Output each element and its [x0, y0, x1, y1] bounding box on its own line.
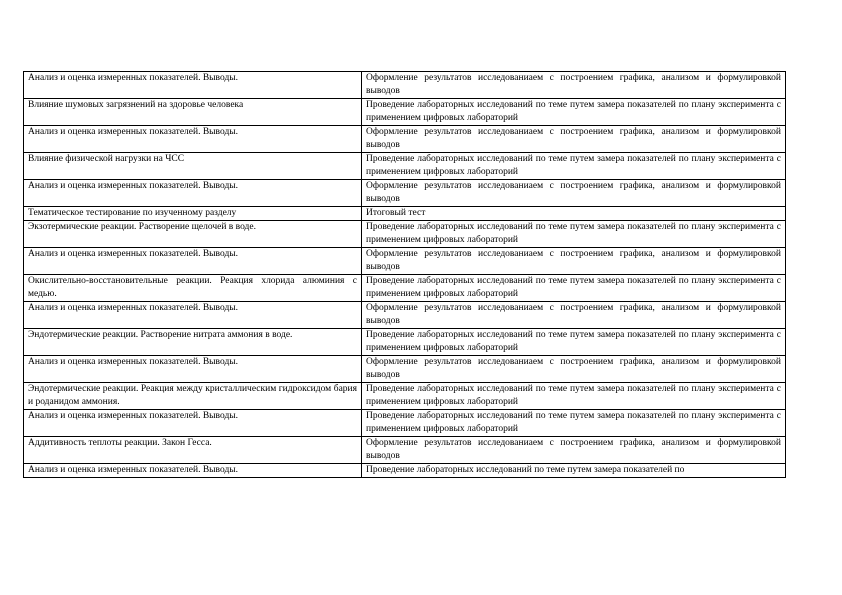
table-row: [24, 99, 786, 126]
table-row: [24, 329, 786, 356]
activity-cell: Проведение лабораторных исследований по теме путем замера показателей по плану эксперимента с применением цифровых лабораторий: [362, 221, 786, 248]
activity-cell: Проведение лабораторных исследований по теме путем замера показателей по плану эксперимента с применением цифровых лабораторий: [362, 99, 786, 126]
topic-cell: Влияние физической нагрузки на ЧСС: [24, 153, 362, 180]
table-row: [24, 275, 786, 302]
table-row: [24, 356, 786, 383]
activity-cell: Проведение лабораторных исследований по теме путем замера показателей по плану эксперимента с применением цифровых лабораторий: [362, 275, 786, 302]
topic-cell: Анализ и оценка измеренных показателей. Выводы.: [24, 302, 362, 329]
topic-cell: Окислительно-восстановительные реакции. Реакция хлорида алюминия с медью.: [24, 275, 362, 302]
table-row: [24, 180, 786, 207]
activity-cell: Проведение лабораторных исследований по теме путем замера показателей по: [362, 464, 786, 478]
table-row: [24, 464, 786, 478]
activity-cell: Проведение лабораторных исследований по теме путем замера показателей по плану эксперимента с применением цифровых лабораторий: [362, 329, 786, 356]
table-row: [24, 221, 786, 248]
activity-cell: Оформление результатов исследованиаем с построением графика, анализом и формулировкой выводов: [362, 126, 786, 153]
activity-cell: Оформление результатов исследованиаем с построением графика, анализом и формулировкой выводов: [362, 302, 786, 329]
activity-cell: Итоговый тест: [362, 207, 786, 221]
table-row: [24, 72, 786, 99]
topic-cell: Эндотермические реакции. Растворение нитрата аммония в воде.: [24, 329, 362, 356]
topic-cell: Влияние шумовых загрязнений на здоровье человека: [24, 99, 362, 126]
table-row: [24, 383, 786, 410]
activity-cell: Проведение лабораторных исследований по теме путем замера показателей по плану эксперимента с применением цифровых лабораторий: [362, 410, 786, 437]
topic-cell: Анализ и оценка измеренных показателей. Выводы.: [24, 72, 362, 99]
topic-cell: Анализ и оценка измеренных показателей. Выводы.: [24, 356, 362, 383]
lesson-plan-table: [23, 71, 786, 478]
table-row: [24, 302, 786, 329]
topic-cell: Анализ и оценка измеренных показателей. Выводы.: [24, 180, 362, 207]
activity-cell: Проведение лабораторных исследований по теме путем замера показателей по плану эксперимента с применением цифровых лабораторий: [362, 383, 786, 410]
table-row: [24, 437, 786, 464]
table-row: [24, 207, 786, 221]
activity-cell: Оформление результатов исследованиаем с построением графика, анализом и формулировкой выводов: [362, 248, 786, 275]
table-row: [24, 126, 786, 153]
topic-cell: Эндотермические реакции. Реакция между кристаллическим гидроксидом бария и роданидом аммония.: [24, 383, 362, 410]
activity-cell: Оформление результатов исследованиаем с построением графика, анализом и формулировкой выводов: [362, 180, 786, 207]
topic-cell: Анализ и оценка измеренных показателей. Выводы.: [24, 126, 362, 153]
table-row: [24, 248, 786, 275]
topic-cell: Экзотермические реакции. Растворение щелочей в воде.: [24, 221, 362, 248]
topic-cell: Анализ и оценка измеренных показателей. Выводы.: [24, 248, 362, 275]
topic-cell: Анализ и оценка измеренных показателей. Выводы.: [24, 410, 362, 437]
table-row: [24, 153, 786, 180]
activity-cell: Оформление результатов исследованиаем с построением графика, анализом и формулировкой выводов: [362, 72, 786, 99]
topic-cell: Анализ и оценка измеренных показателей. Выводы.: [24, 464, 362, 478]
table-row: [24, 410, 786, 437]
activity-cell: Проведение лабораторных исследований по теме путем замера показателей по плану эксперимента с применением цифровых лабораторий: [362, 153, 786, 180]
topic-cell: Тематическое тестирование по изученному разделу: [24, 207, 362, 221]
activity-cell: Оформление результатов исследованиаем с построением графика, анализом и формулировкой выводов: [362, 356, 786, 383]
topic-cell: Аддитивность теплоты реакции. Закон Гесса.: [24, 437, 362, 464]
activity-cell: Оформление результатов исследованиаем с построением графика, анализом и формулировкой выводов: [362, 437, 786, 464]
